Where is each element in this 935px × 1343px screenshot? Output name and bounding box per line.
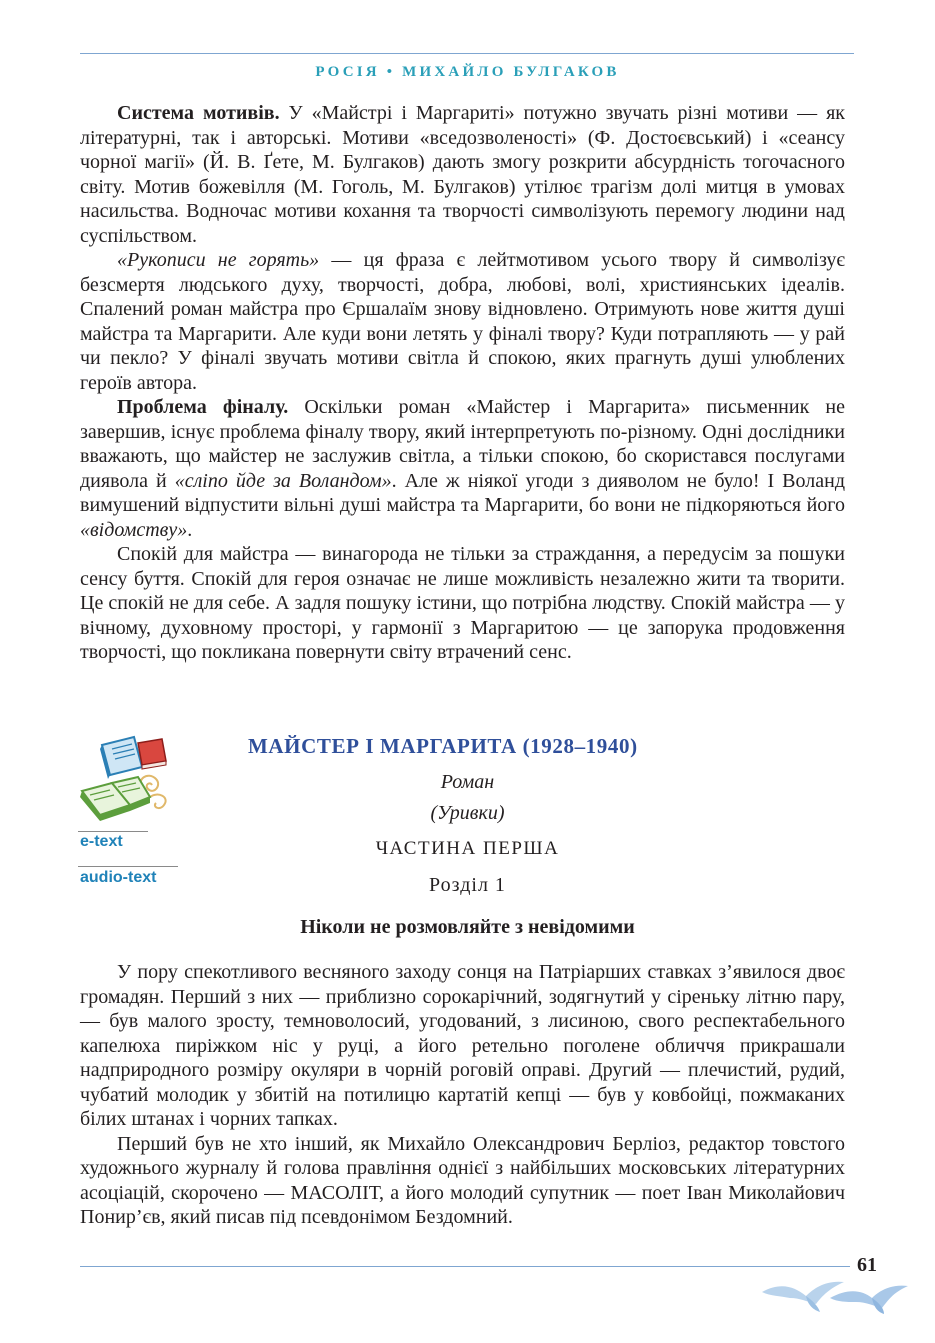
footer-rule (80, 1266, 850, 1267)
paragraph-manuscripts: «Рукописи не горять» — ця фраза є лейтмотивом усього твору й символізує безсмертя людського духу, творчості, добра, любові, волі, християнських ідеалів. Спалений роман майстра про Єршалаїм знову відновлено. Отримують нове життя душі майстра та Маргарити. Але куди вони летять у фіналі твору? Куди потрапляють — у рай чи пекло? У фіналі звучать мотиви світла й спокою, яких прагнуть душі улюблених героїв автора. (80, 249, 846, 394)
novel-paragraph: У пору спекотливого весняного заходу сонця на Патріарших ставках з’явилося двоє громадян. Перший з них — приблизно сорокарічний, зодягнутий у сіреньку літню пару, — був малого зросту, темноволосий, угодований, з лисиною, свого респектабельного капелюха пиріжком ніс у руці, а його ретельно поголене обличчя прикрашали надприродного розміру окуляри в чорній роговій оправі. Другий — плечистий, рудий, чубатий молодик у збитій на потилицю картатій кепці — був у ковбойці, пожмаканих білих штанах і чорних тапках. (80, 961, 845, 1130)
etext-rule (78, 831, 148, 832)
excerpt-note: (Уривки) (430, 802, 505, 824)
novel-text (80, 960, 845, 1230)
audiotext-link[interactable]: audio-text (80, 869, 157, 886)
part-heading: ЧАСТИНА ПЕРША (375, 838, 560, 859)
manuscripts-quote: «Рукописи не горять» (117, 249, 320, 271)
section-heading: Розділ 1 (429, 874, 506, 896)
chapter-title: Ніколи не розмовляйте з невідомими (300, 916, 635, 938)
running-head: РОСІЯ • МИХАЙЛО БУЛГАКОВ (315, 64, 620, 80)
work-title: МАЙСТЕР І МАРГАРИТА (1928–1940) (248, 734, 638, 758)
page-number: 61 (857, 1254, 877, 1276)
paragraph-peace: Спокій для майстра — винагорода не тільки за страждання, а передусім за пошуки сенсу буття. Спокій для героя означає не лише можливість незалежно жити та творити. Це спокій не для себе. А задля пошуку істини, що потрібна людству. Спокій майстра — у вічному, духовному просторі, у гармонії з Маргаритою — це запорука продовження творчості, що покликана повернути світу втрачений сенс. (80, 543, 845, 663)
finale-heading: Проблема фіналу. (117, 396, 289, 418)
paragraph-motives: Система мотивів. У «Майстрі і Маргариті» потужно звучать різні мотиви — як літературні, так і авторські. Мотиви «вседозволеності» (Ф. Достоєвський) і «сеансу чорної магії» (Й. В. Ґете, М. Булгаков) дають змогу розкрити абсурдність тогочасного світу. Мотив божевілля (М. Гоголь, М. Булгаков) утілює трагізм долі митця в умовах насильства. Водночас мотиви кохання та творчості символізують перемогу людини над суспільством. (80, 102, 845, 247)
paragraph-finale: Проблема фіналу. Оскільки роман «Майстер і Маргарита» письменник не завершив, існує проблема фіналу твору, який інтерпретують по-різному. Одні дослідники вважають, що майстер не заслужив світла, а тільки спокою, бо скористався послугами диявола й «сліпо йде за Воландом». Але ж ніякої угоди з дияволом не було! І Воланд вимушений відпустити вільні душі майстра та Маргарити, бо вони не підкоряються його «відомству». (80, 396, 846, 541)
etext-link[interactable]: e-text (80, 833, 123, 850)
intro-text (80, 101, 845, 665)
birds-icon (760, 1272, 910, 1320)
motives-heading: Система мотивів. (117, 102, 280, 124)
header-rule (80, 53, 854, 54)
audiotext-rule (78, 866, 178, 867)
novel-paragraph: Перший був не хто інший, як Михайло Олександрович Берліоз, редактор товстого художнього журналу й голова правління однієї з найбільших московських літературних асоціацій, скорочено — МАСОЛІТ, а його молодий супутник — поет Іван Миколайович Понир’єв, який писав під псевдонімом Бездомний. (80, 1132, 845, 1228)
genre-label: Роман (440, 771, 495, 793)
